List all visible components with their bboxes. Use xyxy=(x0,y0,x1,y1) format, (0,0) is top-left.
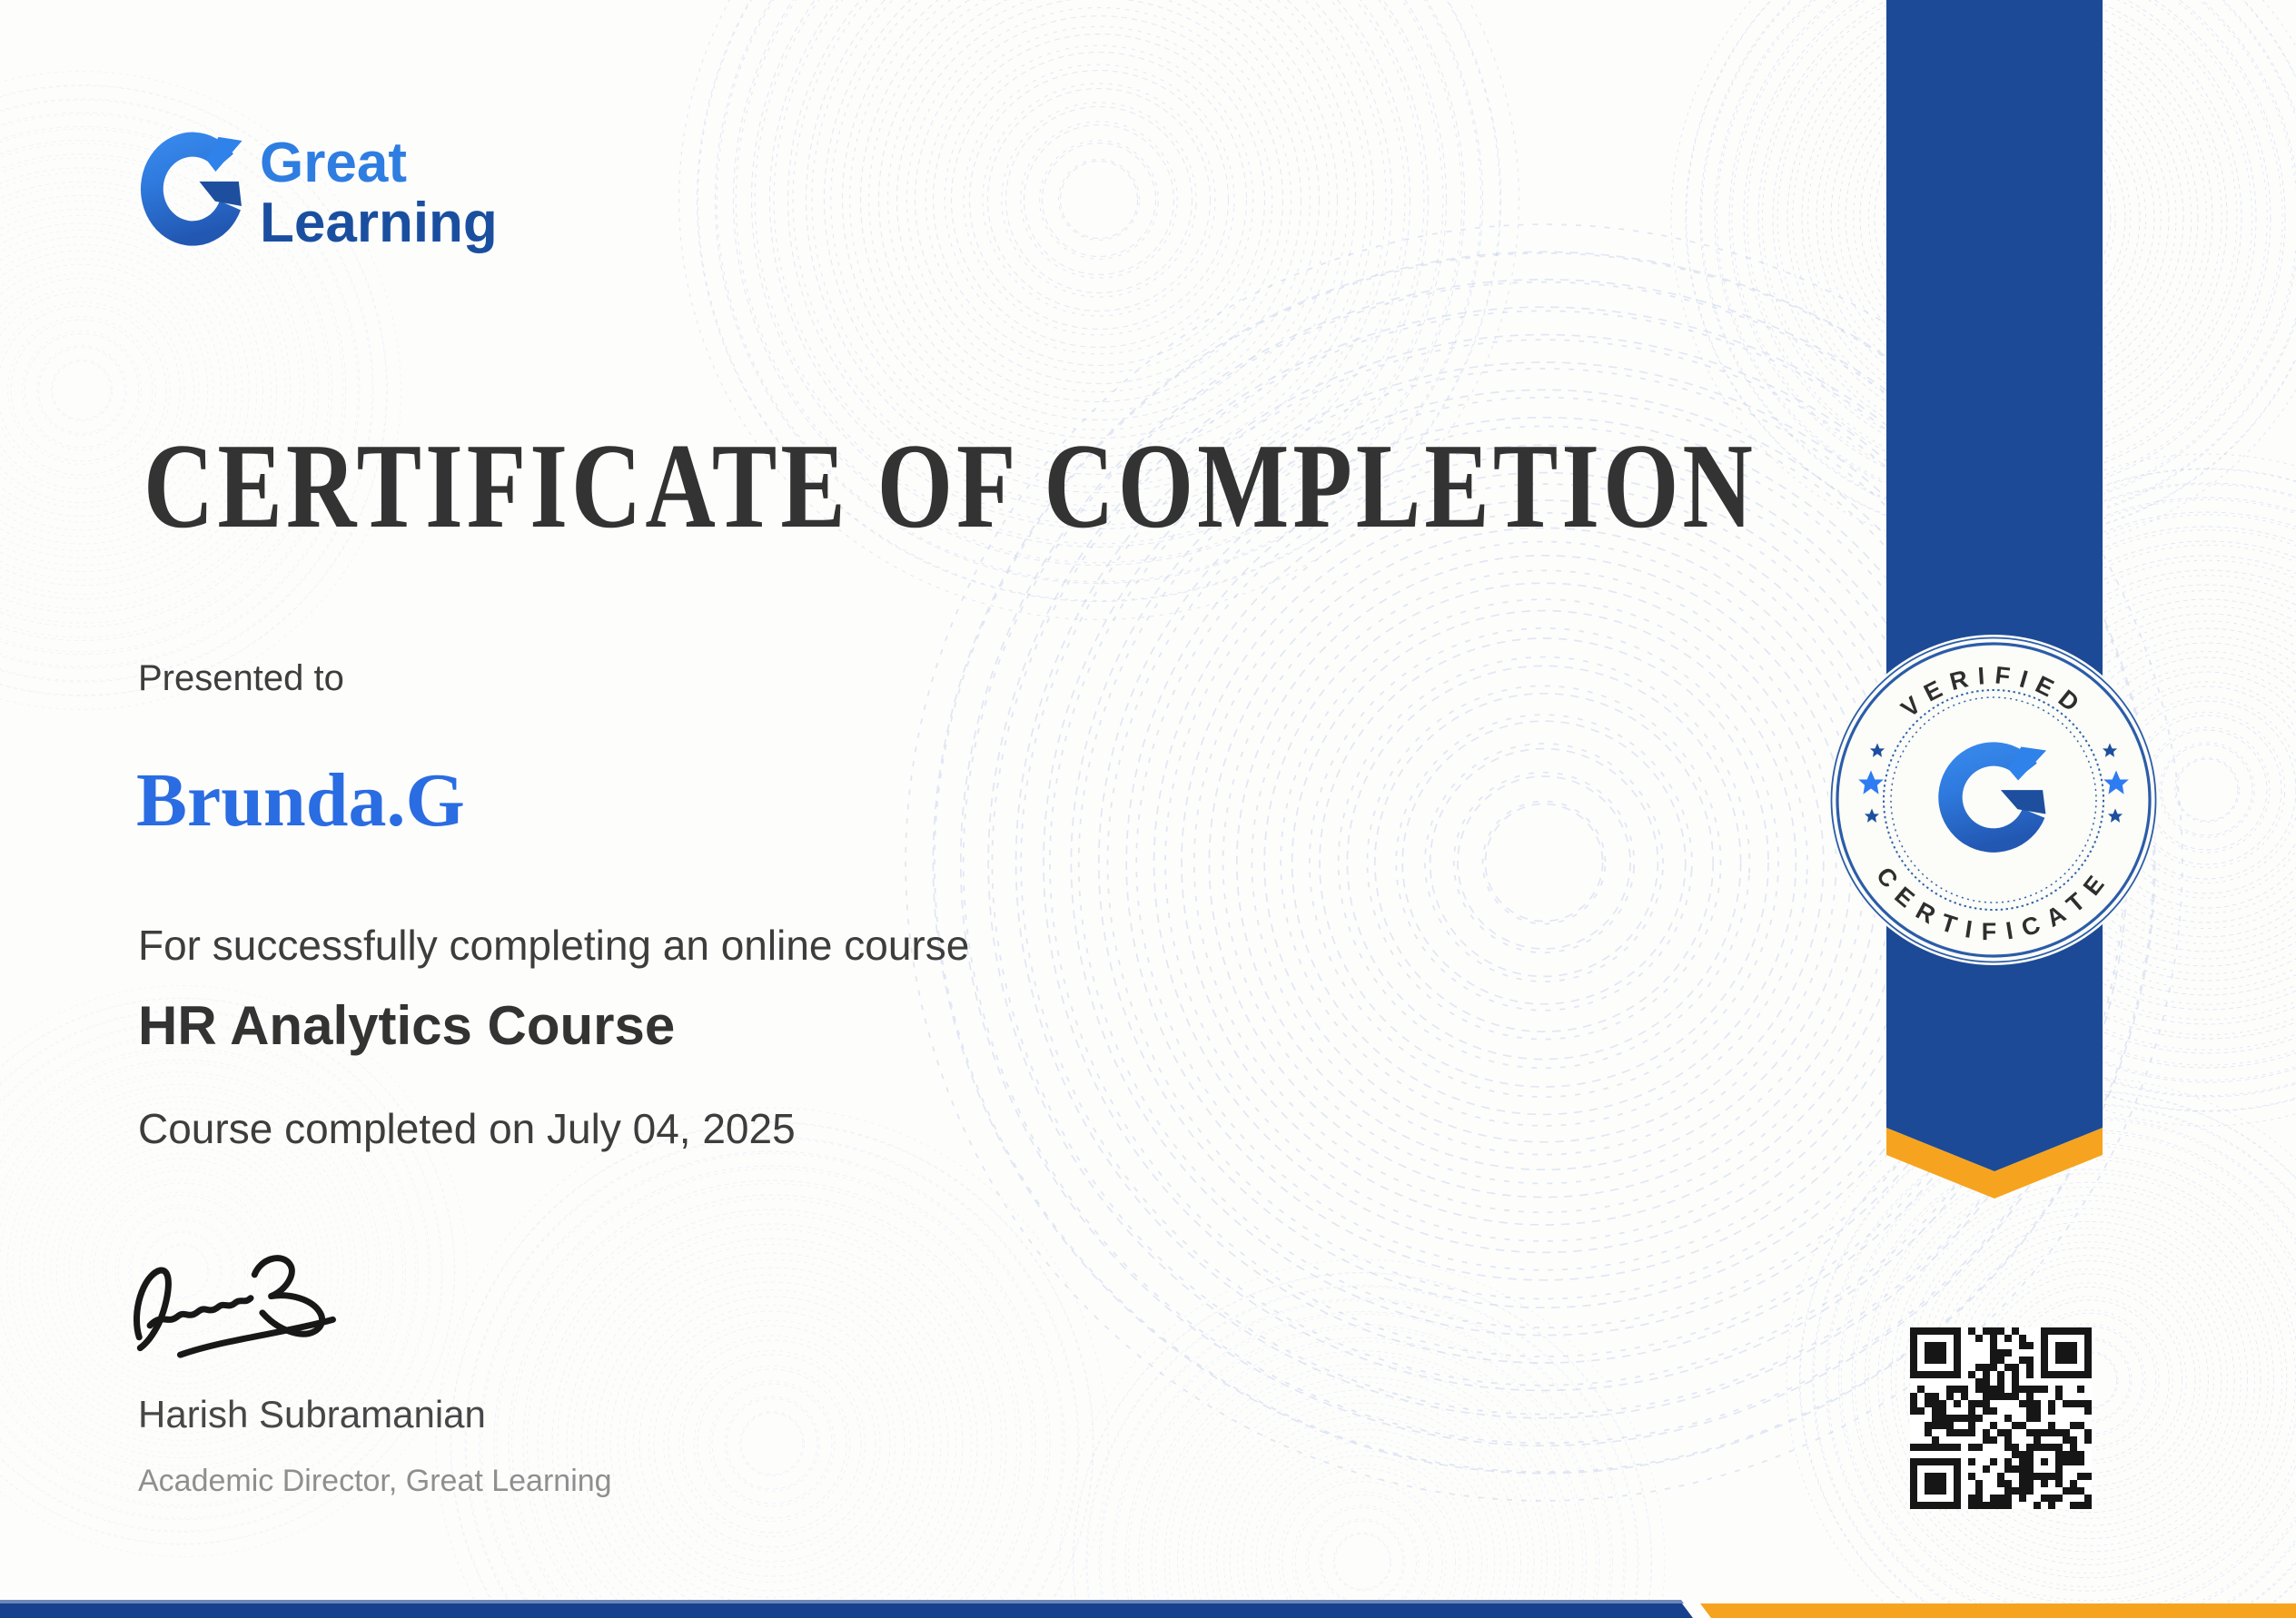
ribbon-blue-band xyxy=(1886,0,2103,1171)
certificate-title: CERTIFICATE OF COMPLETION xyxy=(144,419,1757,553)
signatory-name: Harish Subramanian xyxy=(138,1393,486,1435)
bottom-bar-orange xyxy=(1700,1603,2296,1618)
great-learning-g-icon xyxy=(136,127,249,251)
brand-name-line1: Great xyxy=(260,132,407,194)
qr-code-image xyxy=(1910,1327,2092,1509)
presented-to-label: Presented to xyxy=(138,658,344,698)
badge-arc-bottom-text: CERTIFICATE xyxy=(1870,862,2117,946)
badge-arc-top-text: VERIFIED xyxy=(1895,661,2092,723)
brand-name-line2: Learning xyxy=(260,192,498,254)
handwritten-signature xyxy=(124,1251,378,1378)
verified-certificate-seal xyxy=(1821,627,2166,972)
bottom-accent-bar xyxy=(0,1598,2296,1618)
brand-logo xyxy=(136,127,498,254)
brand-wordmark xyxy=(260,127,498,254)
recipient-name: Brunda.G xyxy=(136,758,465,843)
completion-subtitle: For successfully completing an online course xyxy=(138,922,970,969)
bottom-bar-blue xyxy=(0,1603,1693,1618)
course-name: HR Analytics Course xyxy=(138,995,676,1056)
completion-date-line: Course completed on July 04, 2025 xyxy=(138,1105,796,1152)
vertical-ribbon xyxy=(1853,0,2134,1208)
signatory-title: Academic Director, Great Learning xyxy=(138,1464,612,1498)
